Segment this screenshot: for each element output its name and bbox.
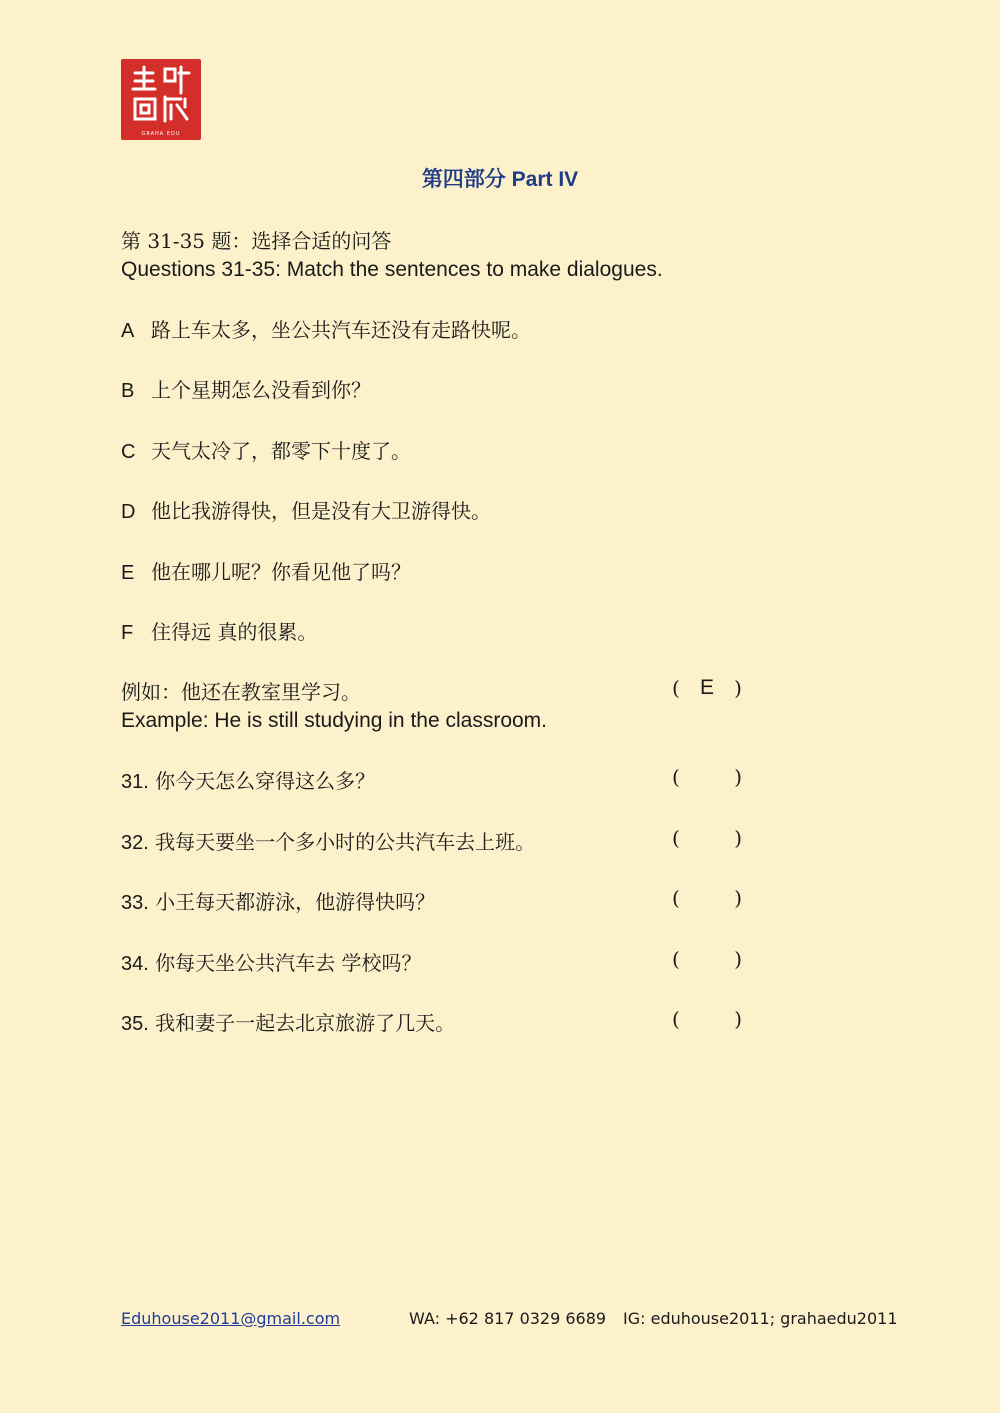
footer-instagram: IG: eduhouse2011; grahaedu2011 [623,1309,898,1328]
option-text: 上个星期怎么没看到你？ [151,378,371,402]
instruction-en: Questions 31-35: Match the sentences to make dialogues. [121,258,663,281]
question-31 [121,765,375,794]
paren-close: ) [734,765,742,789]
example-zh: 例如：他还在教室里学习。 [121,680,361,704]
paren-open: ( [672,886,680,910]
option-text: 天气太冷了，都零下十度了。 [151,439,411,463]
paren-open: ( [672,1007,680,1031]
option-b [121,374,371,403]
option-text: 他在哪儿呢？你看见他了吗？ [151,560,411,584]
question-number: 33. [121,892,149,914]
question-text: 你每天坐公共汽车去 学校吗？ [155,951,422,975]
answer-box-34[interactable] [672,947,742,971]
example-answer: E [699,676,714,699]
answer-box-32[interactable] [672,826,742,850]
footer-whatsapp: WA: +62 817 0329 6689 [409,1309,607,1328]
answer-box-35[interactable] [672,1007,742,1031]
question-text: 我和妻子一起去北京旅游了几天。 [155,1011,456,1035]
question-text: 你今天怎么穿得这么多？ [155,769,376,793]
logo-seal-icon [121,59,201,129]
paren-open: ( [672,676,680,700]
paren-close: ) [734,886,742,910]
question-text: 我每天要坐一个多小时的公共汽车去上班。 [155,830,536,854]
option-text: 住得远 真的很累。 [151,620,318,644]
question-35 [121,1007,455,1036]
paren-close: ) [734,676,742,700]
question-34 [121,947,422,976]
paren-open: ( [672,826,680,850]
instruction-zh: 第 31-35 题：选择合适的问答 [121,229,392,253]
option-letter: E [121,562,135,584]
graha-edu-logo [121,59,201,140]
paren-close: ) [734,826,742,850]
answer-box-33[interactable] [672,886,742,910]
footer-email-link[interactable]: Eduhouse2011@gmail.com [121,1309,341,1328]
paren-open: ( [672,765,680,789]
option-c [121,435,411,464]
option-f [121,616,317,645]
option-d [121,495,491,524]
question-text: 小王每天都游泳，他游得快吗？ [155,890,436,914]
option-a [121,314,531,343]
question-number: 32. [121,832,149,854]
option-letter: D [121,501,136,523]
option-text: 他比我游得快，但是没有大卫游得快。 [151,499,491,523]
question-number: 34. [121,953,149,975]
answer-box-31[interactable] [672,765,742,789]
page-title: 第四部分 Part IV [421,168,579,191]
option-letter: C [121,441,136,463]
option-e [121,556,411,585]
example-en: Example: He is still studying in the classroom. [121,709,547,732]
option-text: 路上车太多，坐公共汽车还没有走路快呢。 [151,318,531,342]
example-answer-box [672,676,742,700]
paren-close: ) [734,947,742,971]
paren-close: ) [734,1007,742,1031]
option-letter: A [121,320,135,342]
question-number: 35. [121,1013,149,1035]
logo-subtitle: GRAHA EDU [141,131,181,137]
paren-open: ( [672,947,680,971]
question-32 [121,826,535,855]
question-33 [121,886,435,915]
option-letter: B [121,380,135,402]
option-letter: F [121,622,134,644]
question-number: 31. [121,771,149,793]
